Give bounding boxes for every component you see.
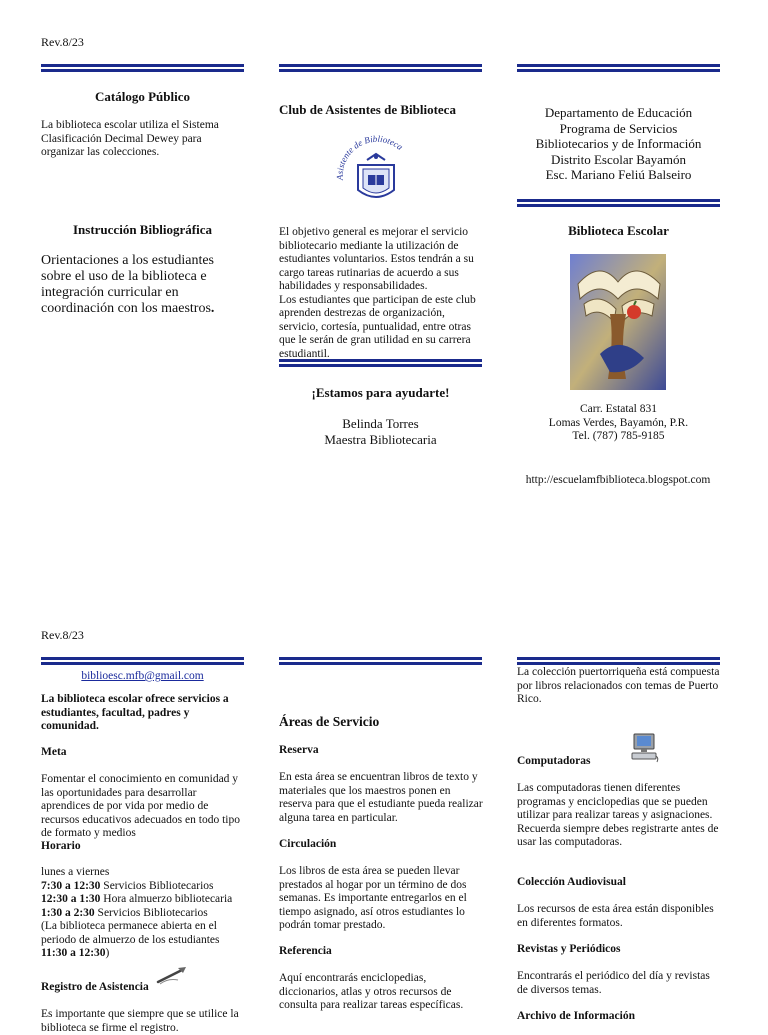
department-line: Distrito Escolar Bayamón — [550, 151, 687, 167]
divider — [279, 359, 482, 367]
divider — [517, 657, 720, 665]
audiovisual-text: Los recursos de esta área están disponibles en diferentes formatos. — [517, 903, 714, 929]
computers-heading: Computadoras — [517, 755, 591, 767]
catalog-text: La biblioteca escolar utiliza el Sistema Clasificación Decimal Dewey para organizar las colecciones. — [41, 119, 219, 158]
address-line: Carr. Estatal 831 — [580, 403, 657, 415]
schedule-note: (La biblioteca permanece abierta en el periodo de almuerzo de los estudiantes 11:30 a 12:30) — [41, 920, 220, 959]
schedule-days: lunes a viernes — [41, 866, 110, 878]
catalog-heading: Catálogo Público — [95, 89, 190, 104]
club-seal-logo — [331, 132, 421, 214]
divider — [517, 199, 720, 207]
club-heading: Club de Asistentes de Biblioteca — [279, 102, 456, 117]
audiovisual-heading: Colección Audiovisual — [517, 876, 626, 888]
meta-heading: Meta — [41, 746, 67, 758]
email-link[interactable]: biblioesc.mfb@gmail.com — [81, 670, 204, 682]
phone-number: Tel. (787) 785-9185 — [572, 430, 665, 442]
services-intro: La biblioteca escolar ofrece servicios a estudiantes, facultad, padres y comunidad. — [41, 693, 229, 732]
attendance-text: Es importante que siempre que se utilice la biblioteca se firme el registro. — [41, 1008, 239, 1034]
computer-icon — [630, 732, 660, 764]
reference-text: Aquí encontrarás enciclopedias, diccionarios, atlas y otros recursos de consulta para realizar tareas específicas. — [279, 972, 464, 1011]
schedule-block — [41, 866, 251, 961]
divider — [41, 64, 244, 72]
revision-label-bottom: Rev.8/23 — [41, 628, 84, 642]
department-line: Departamento de Educación — [544, 105, 693, 120]
department-block — [517, 105, 720, 183]
library-tree-books-image — [570, 254, 666, 390]
librarian-role: Maestra Bibliotecaria — [324, 432, 437, 447]
pr-collection-text: La colección puertorriqueña está compuesta por libros relacionados con temas de Puerto Rico. — [517, 666, 720, 705]
schedule-row: 7:30 a 12:30 Servicios Bibliotecarios — [41, 879, 214, 892]
library-heading: Biblioteca Escolar — [568, 223, 669, 238]
pen-icon — [156, 964, 188, 986]
info-archive-heading: Archivo de Información — [517, 1010, 635, 1022]
magazines-text: Encontrarás el periódico del día y revistas de diversos temas. — [517, 970, 710, 996]
department-line: Programa de Servicios — [559, 120, 678, 136]
department-line: Bibliotecarios y de Información — [535, 136, 702, 151]
blog-url[interactable]: http://escuelamfbiblioteca.blogspot.com — [525, 474, 711, 486]
address-line: Lomas Verdes, Bayamón, P.R. — [548, 416, 689, 429]
service-areas-heading: Áreas de Servicio — [279, 714, 380, 729]
club-objective: El objetivo general es mejorar el servicio bibliotecario mediante la utilización de estudiantes voluntarios. Estos tendrán a su cargo tareas rutinarias de acuerdo a sus habilidades y responsabilidades. — [279, 226, 474, 292]
email-line — [41, 666, 244, 684]
librarian-name: Belinda Torres — [342, 416, 419, 431]
department-line: Esc. Mariano Feliú Balseiro — [545, 167, 692, 182]
magazines-heading: Revistas y Periódicos — [517, 943, 621, 955]
divider — [279, 657, 482, 665]
schedule-row: 1:30 a 2:30 Servicios Bibliotecarios — [41, 906, 208, 919]
meta-text: Fomentar el conocimiento en comunidad y las oportunidades para desarrollar aprendices de por vida por medio de recursos educativos adecuados en todo tipo de formato y medios — [41, 773, 240, 839]
schedule-row: 12:30 a 1:30 Hora almuerzo bibliotecaria — [41, 893, 233, 905]
reserve-heading: Reserva — [279, 744, 319, 756]
circulation-text: Los libros de esta área se pueden llevar prestados al hogar por un término de dos semanas. Es importante entregarlos en el tiempo asignado, así otros estudiantes lo podrán tomar prestado. — [279, 865, 467, 931]
attendance-heading: Registro de Asistencia — [41, 981, 149, 993]
instruction-heading: Instrucción Bibliográfica — [72, 222, 213, 237]
address-block — [517, 403, 720, 444]
schedule-heading: Horario — [41, 840, 81, 852]
divider — [41, 657, 244, 665]
instruction-text: Orientaciones a los estudiantes sobre el uso de la biblioteca e integración curricular en coordinación con los maestros. — [41, 253, 215, 316]
help-heading: ¡Estamos para ayudarte! — [311, 385, 450, 400]
seal-arc-text: Asistente de Biblioteca — [334, 133, 405, 181]
reserve-text: En esta área se encuentran libros de texto y materiales que los maestros ponen en reserva para que el estudiante pueda realizar alguna tarea en particular. — [279, 771, 483, 824]
club-benefits: Los estudiantes que participan de este club aprenden destrezas de organización, servicio, cortesía, puntualidad, entre otras que le serán de gran utilidad en su carrera estudiantil. — [279, 293, 476, 360]
divider — [279, 64, 482, 72]
divider — [517, 64, 720, 72]
reference-heading: Referencia — [279, 945, 332, 957]
circulation-heading: Circulación — [279, 838, 337, 850]
computers-text: Las computadoras tienen diferentes programas y enciclopedias que se pueden utilizar para realizar tareas y asignaciones. Recuerda siempre debes registrarte antes de usar las computadoras. — [517, 782, 719, 848]
revision-label-top: Rev.8/23 — [41, 35, 84, 49]
club-description — [279, 226, 482, 361]
